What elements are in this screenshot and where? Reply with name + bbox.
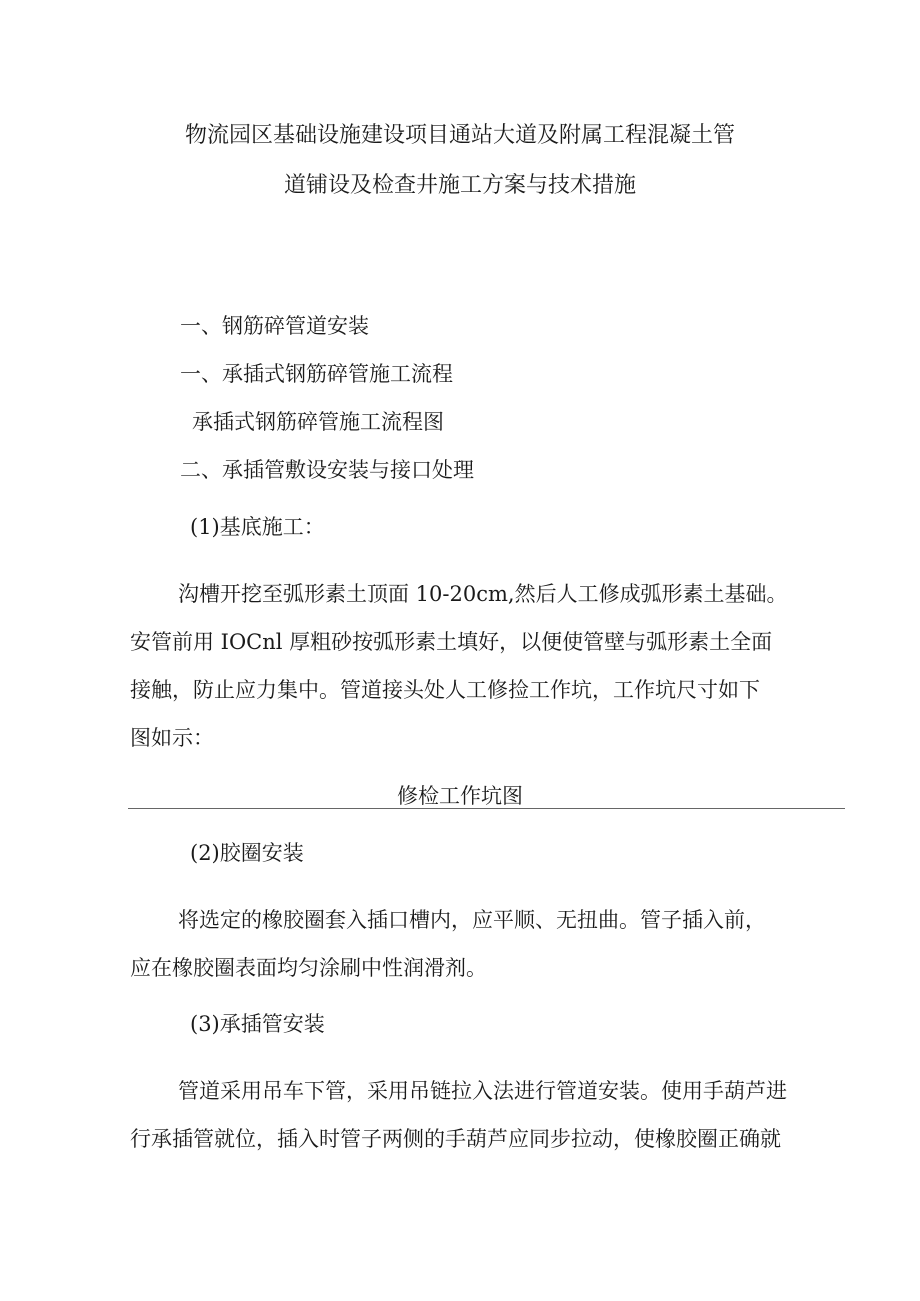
step1-heading: (1)基底施工： xyxy=(190,515,325,539)
document-title-line-1: 物流园区基础设施建设项目通站大道及附属工程混凝土管 xyxy=(184,123,735,148)
step3-heading: (3)承插管安装 xyxy=(190,1012,325,1036)
subsection-heading-1: 一、承插式钢筋碎管施工流程 xyxy=(180,362,453,386)
step2-paragraph-line: 将选定的橡胶圈套入插口槽内，应平顺、无扭曲。管子插入前， xyxy=(178,908,766,932)
step3-paragraph-line: 管道采用吊车下管，采用吊链拉入法进行管道安装。使用手葫芦进 xyxy=(178,1079,787,1103)
section-heading: 一、钢筋碎管道安装 xyxy=(180,314,369,338)
pit-figure-caption: 修检工作坑图 xyxy=(397,784,523,808)
step1-paragraph-line: 安管前用 IOCnl 厚粗砂按弧形素土填好，以便使管壁与弧形素土全面 xyxy=(130,630,773,654)
step1-paragraph-line: 沟槽开挖至弧形素土顶面 10-20cm,然后人工修成弧形素土基础。 xyxy=(178,582,788,606)
document-title-line-2: 道铺设及检查井施工方案与技术措施 xyxy=(283,173,636,198)
step1-paragraph-line: 接触，防止应力集中。管道接头处人工修捡工作坑，工作坑尺寸如下 xyxy=(130,678,760,702)
step2-paragraph-line: 应在橡胶圈表面均匀涂刷中性润滑剂。 xyxy=(130,956,487,980)
subsection-heading-2: 二、承插管敷设安装与接口处理 xyxy=(180,458,474,482)
step2-heading: (2)胶圈安装 xyxy=(190,841,304,865)
figure-divider-line xyxy=(128,808,845,809)
step3-paragraph-line: 行承插管就位，插入时管子两侧的手葫芦应同步拉动，使橡胶圈正确就 xyxy=(130,1127,781,1151)
flowchart-caption: 承插式钢筋碎管施工流程图 xyxy=(192,410,444,434)
step1-paragraph-line: 图如示： xyxy=(130,726,214,750)
